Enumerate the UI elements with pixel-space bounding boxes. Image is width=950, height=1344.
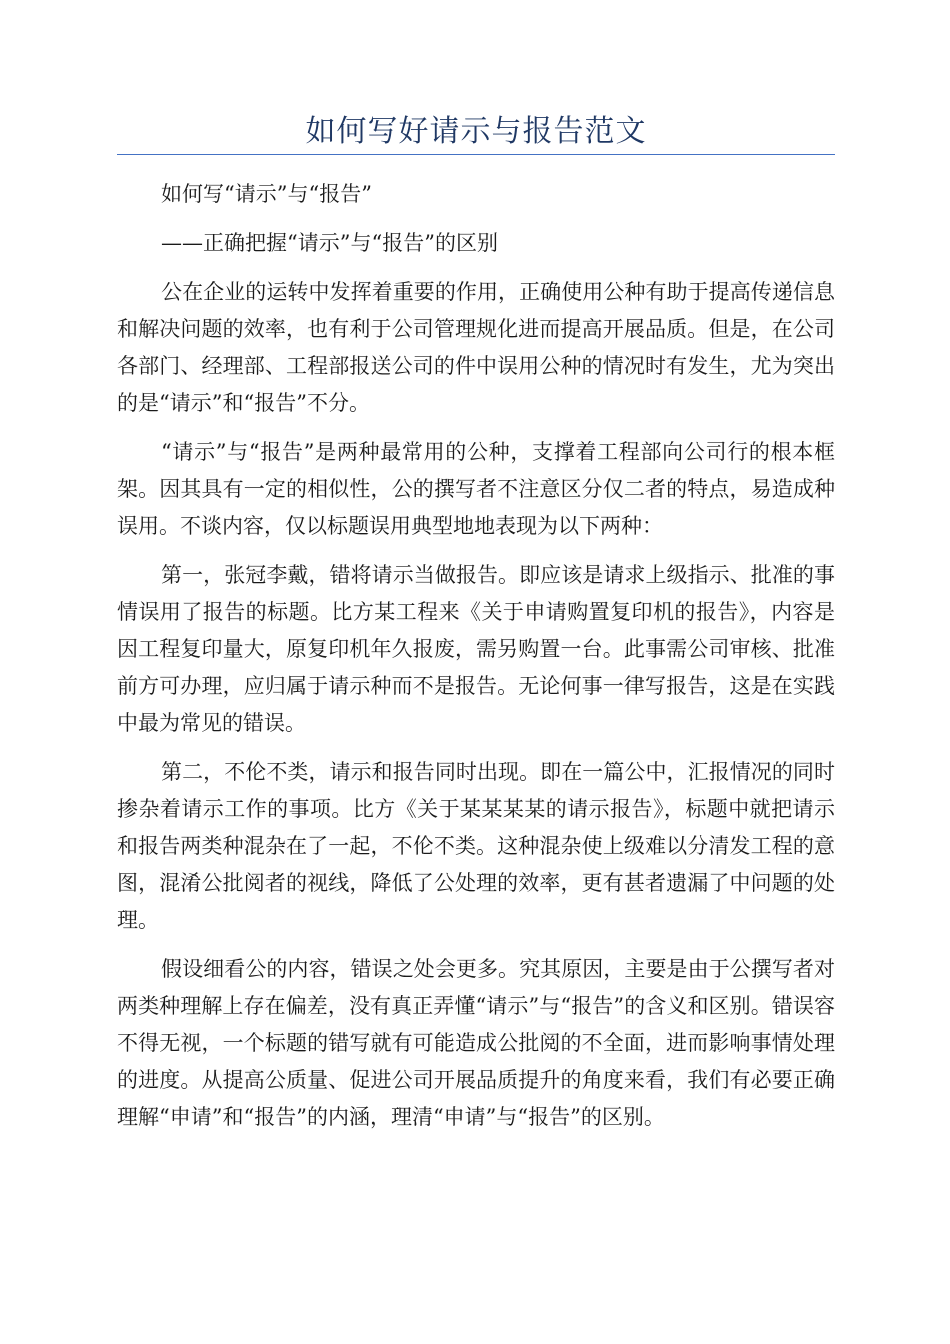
- paragraph: 假设细看公的内容，错误之处会更多。究其原因，主要是由于公撰写者对两类种理解上存在偏差，没有真正弄懂“请示”与“报告”的含义和区别。错误容不得无视，一个标题的错写就有可能造成公批阅的不全面，进而影响事情处理的进度。从提高公质量、促进公司开展品质提升的角度来看，我们有必要正确理解“申请”和“报告”的内涵，理清“申请”与“报告”的区别。: [117, 957, 835, 1129]
- document-title: 如何写好请示与报告范文: [305, 114, 647, 149]
- subtitle-subline: ——正确把握“请示”与“报告”的区别: [161, 231, 498, 255]
- document-body: [117, 176, 835, 1148]
- paragraph: 第一，张冠李戴，错将请示当做报告。即应该是请求上级指示、批准的事情误用了报告的标题。比方某工程来《关于申请购置复印机的报告》，内容是因工程复印量大，原复印机年久报废，需另购置一台。此事需公司审核、批准前方可办理，应归属于请示种而不是报告。无论何事一律写报告，这是在实践中最为常见的错误。: [117, 563, 835, 735]
- paragraph: 公在企业的运转中发挥着重要的作用，正确使用公种有助于提高传递信息和解决问题的效率，也有利于公司管理规化进而提高开展品质。但是，在公司各部门、经理部、工程部报送公司的件中误用公种的情况时有发生，尤为突出的是“请示”和“报告”不分。: [117, 280, 835, 415]
- title-underline: [117, 154, 835, 155]
- paragraph: 第二，不伦不类，请示和报告同时出现。即在一篇公中，汇报情况的同时掺杂着请示工作的事项。比方《关于某某某某的请示报告》，标题中就把请示和报告两类种混杂在了一起，不伦不类。这种混杂使上级难以分清发工程的意图，混淆公批阅者的视线，降低了公处理的效率，更有甚者遗漏了中问题的处理。: [117, 760, 835, 932]
- paragraph: “请示”与“报告”是两种最常用的公种，支撑着工程部向公司行的根本框架。因其具有一定的相似性，公的撰写者不注意区分仅二者的特点，易造成种误用。不谈内容，仅以标题误用典型地地表现为以下两种：: [117, 440, 835, 538]
- subtitle-line: 如何写“请示”与“报告”: [161, 182, 372, 206]
